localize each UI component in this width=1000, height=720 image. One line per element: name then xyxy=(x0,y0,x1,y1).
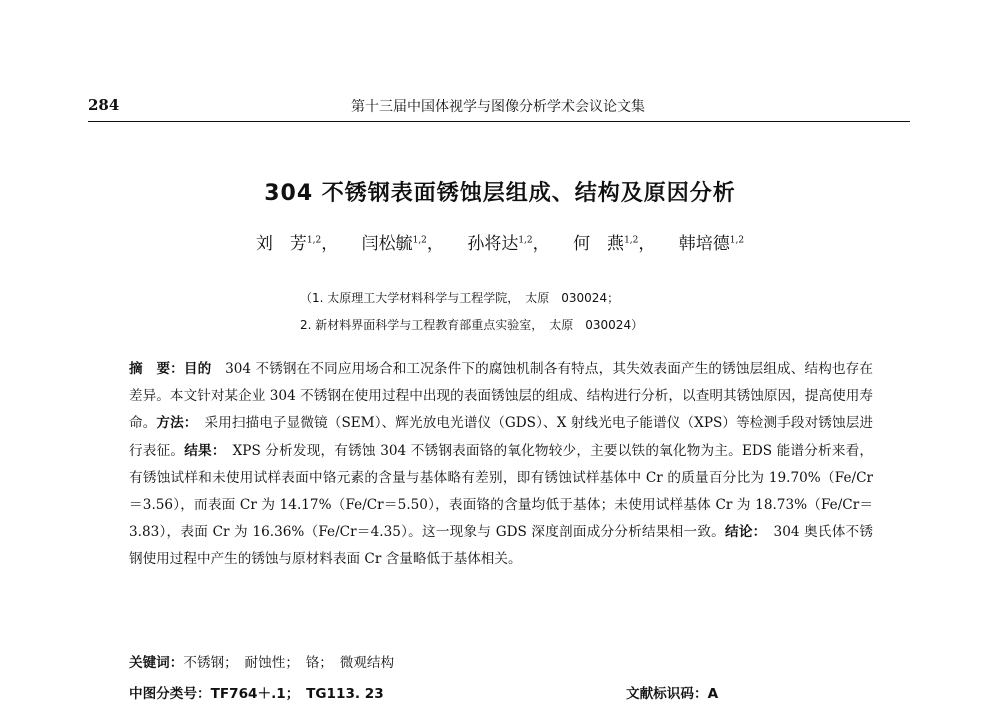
author-name: 孙将达 xyxy=(467,234,519,254)
author-separator: ， xyxy=(638,234,656,254)
abstract-label: 摘 要： xyxy=(129,361,184,377)
author-affiliation-marker: 1,2 xyxy=(412,235,427,246)
purpose-label: 目的 xyxy=(183,361,212,377)
author-name: 闫松毓 xyxy=(361,234,413,254)
result-text: XPS 分析发现，有锈蚀 304 不锈钢表面铬的氧化物较少，主要以铁的氧化物为主。EDS 能谱分析来看，有锈蚀试样和未使用试样表面中铬元素的含量与基体略有差别，即有锈蚀试样基体中 Cr 的质量百分比为 19.70%（Fe/Cr＝3.56），而表面 Cr 为 14.17%（Fe/Cr＝5.50），表面铬的含量均低于基体；未使用试样基体 Cr 为 18.73%（Fe/Cr＝3.83），表面 Cr 为 16.36%（Fe/Cr＝4.35）。这一现象与 GDS 深度剖面成分分析结果相一致。 xyxy=(129,442,874,541)
classification-line xyxy=(129,682,873,702)
author xyxy=(573,229,655,254)
abstract xyxy=(129,356,873,574)
affiliation-line: （1. 太原理工大学材料科学与工程学院， 太原 030024； xyxy=(300,291,620,305)
affiliation-line: 2. 新材料界面科学与工程教育部重点实验室， 太原 030024） xyxy=(300,318,644,332)
author xyxy=(362,229,444,254)
author-affiliation-marker: 1,2 xyxy=(518,235,533,246)
conclusion-text: 304 奥氏体不锈钢使用过程中产生的锈蚀与原材料表面 Cr 含量略低于基体相关。 xyxy=(129,524,873,568)
classification-code: TF764＋.1； TG113. 23 xyxy=(210,686,384,702)
author-separator: ， xyxy=(532,234,550,254)
author xyxy=(679,229,744,254)
author-name: 刘 芳 xyxy=(255,234,307,254)
page-header xyxy=(88,96,908,118)
author-separator: ， xyxy=(321,234,339,254)
keywords-label: 关键词： xyxy=(129,655,184,671)
author-affiliation-marker: 1,2 xyxy=(624,235,639,246)
conclusion-label: 结论： xyxy=(725,524,760,541)
method-label: 方法： xyxy=(156,415,191,432)
paper-title: 304 不锈钢表面锈蚀层组成、结构及原因分析 xyxy=(264,181,736,206)
author xyxy=(256,229,338,254)
keywords-line xyxy=(129,651,394,671)
result-label: 结果： xyxy=(184,442,219,459)
method-text: 采用扫描电子显微镜（SEM）、辉光放电光谱仪（GDS）、X 射线光电子能谱仪（XPS）等检测手段对锈蚀层进行表征。 xyxy=(129,415,873,459)
doc-code-block xyxy=(626,682,718,702)
classification-label: 中图分类号： xyxy=(129,686,211,702)
page-number: 284 xyxy=(88,96,120,114)
author-list xyxy=(0,229,1000,254)
author xyxy=(467,229,549,254)
author-affiliation-marker: 1,2 xyxy=(306,235,322,246)
author-separator: ， xyxy=(426,234,444,254)
purpose-text: 304 不锈钢在不同应用场合和工况条件下的腐蚀机制各有特点，其失效表面产生的锈蚀层组成、结构也存在差异。本文针对某企业 304 不锈钢在使用过程中出现的表面锈蚀层的组成、结构进行分析，以查明其锈蚀原因，提高使用寿命。 xyxy=(129,361,874,432)
keywords: 不锈钢； 耐蚀性； 铬； 微观结构 xyxy=(183,655,395,671)
doc-code-label: 文献标识码： xyxy=(626,686,708,702)
affiliations xyxy=(300,285,643,339)
author-name: 何 燕 xyxy=(573,234,625,254)
running-title: 第十三届中国体视学与图像分析学术会议论文集 xyxy=(351,99,645,115)
author-affiliation-marker: 1,2 xyxy=(729,235,745,246)
header-rule xyxy=(88,121,910,122)
doc-code: A xyxy=(707,686,719,702)
author-name: 韩培德 xyxy=(678,234,730,254)
